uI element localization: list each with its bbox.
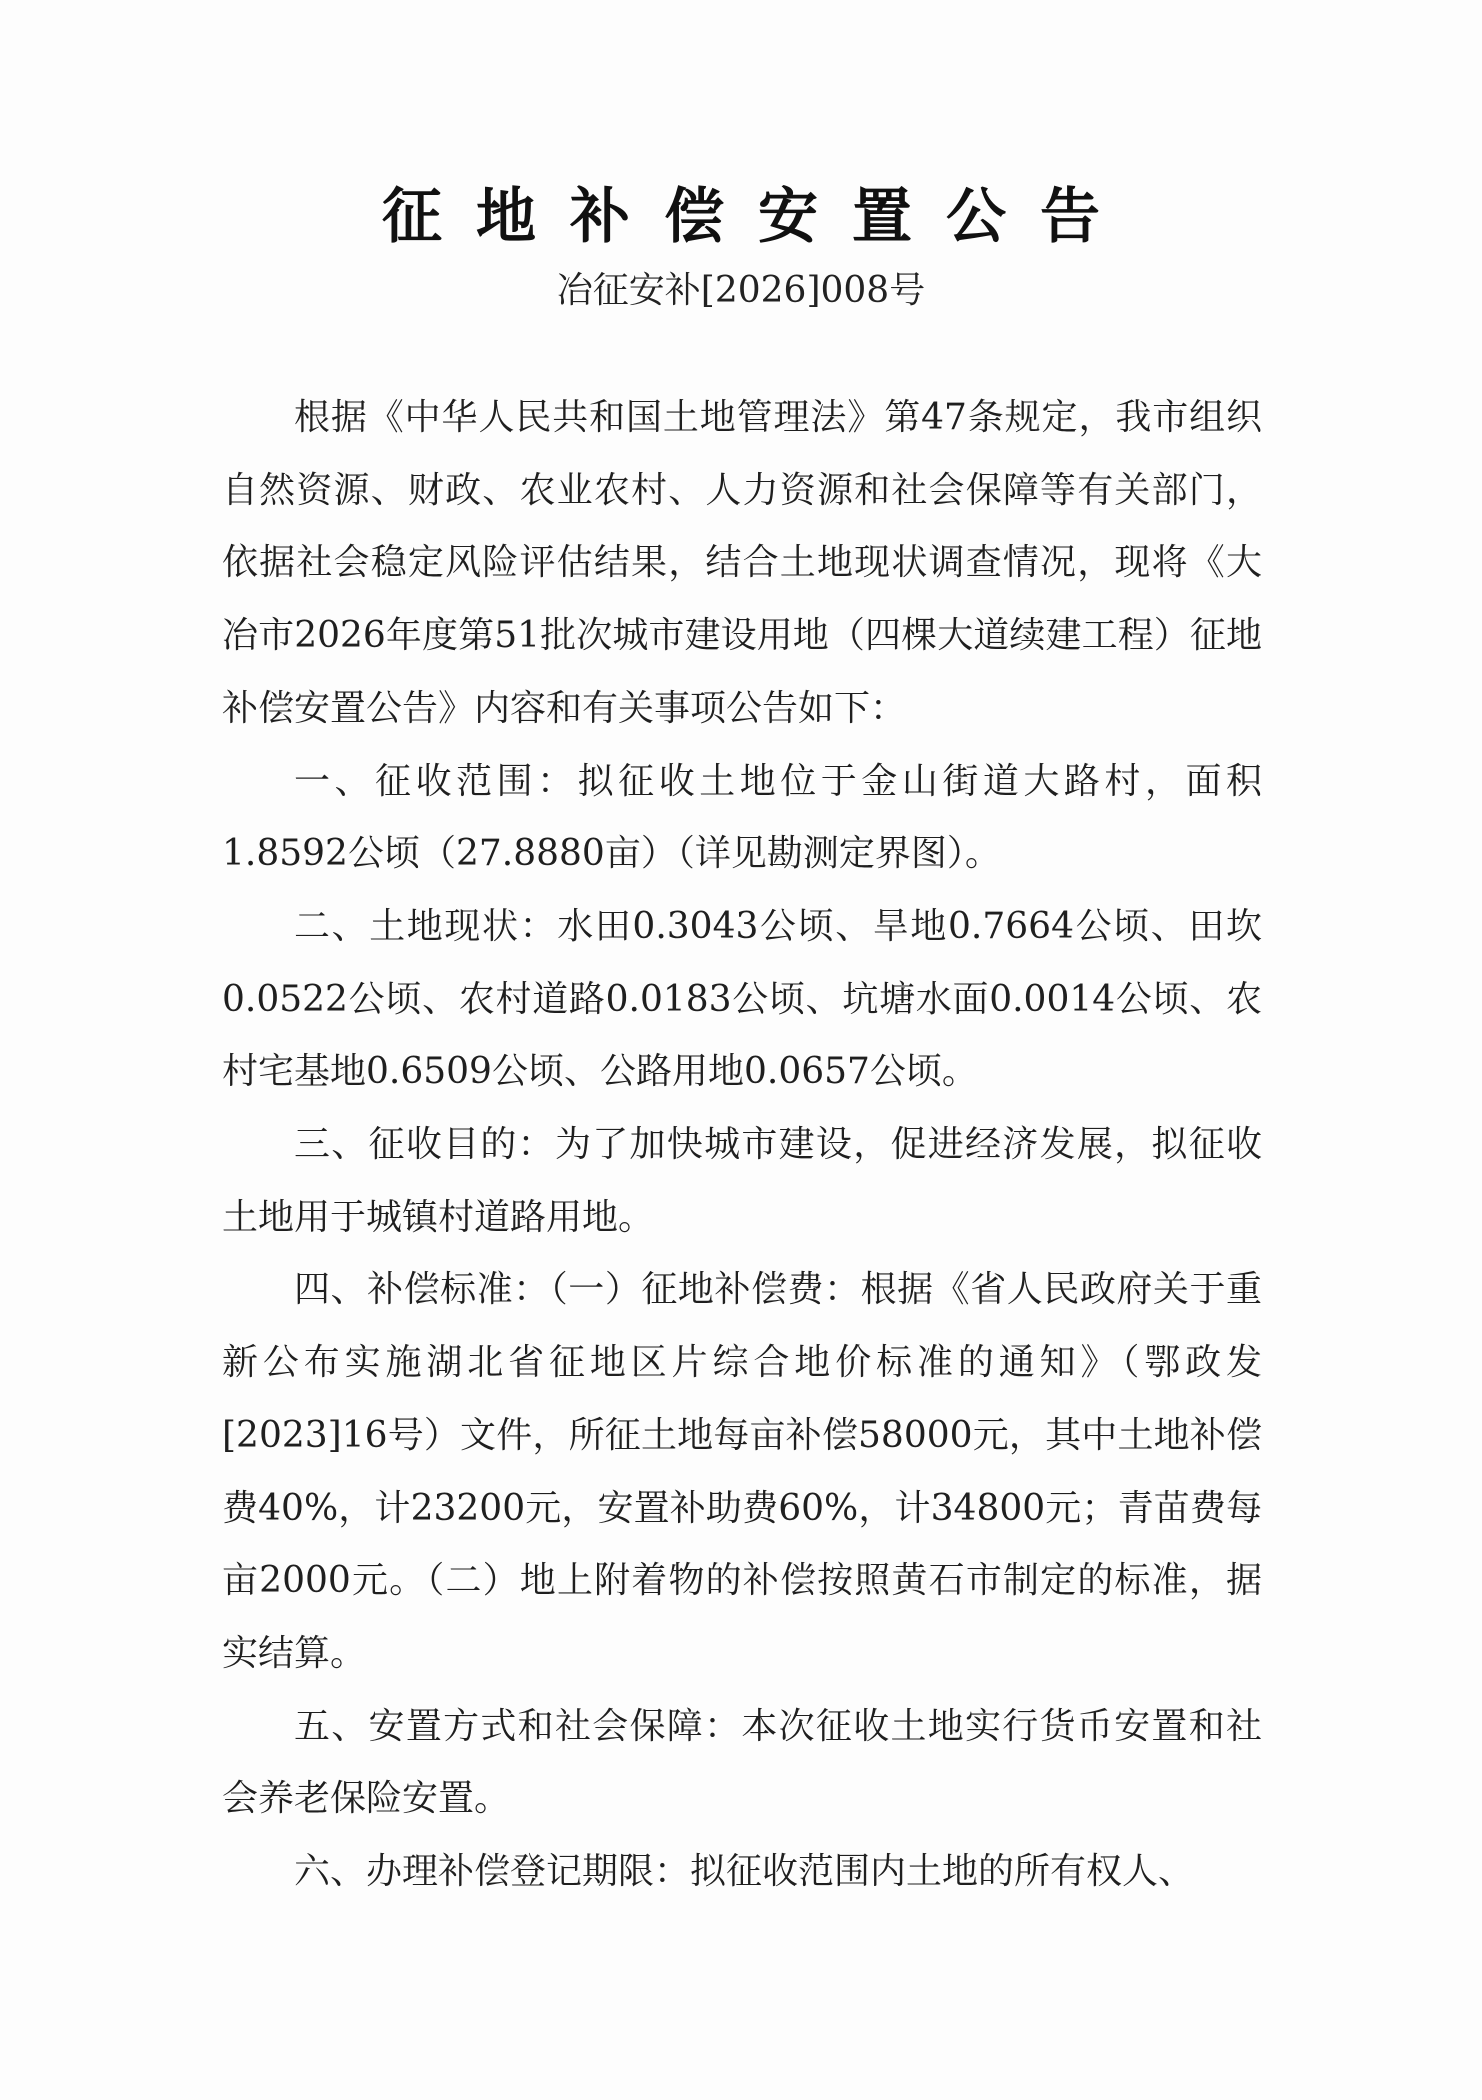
paragraph-purpose: 三、征收目的：为了加快城市建设，促进经济发展，拟征收土地用于城镇村道路用地。 [222,1124,1262,1238]
paragraph-scope: 一、征收范围：拟征收土地位于金山街道大路村，面积1.8592公顷（27.8880亩）（详见勘测定界图）。 [222,760,1262,875]
paragraph-intro: 根据《中华人民共和国土地管理法》第47条规定，我市组织自然资源、财政、农业农村、人力资源和社会保障等有关部门，依据社会稳定风险评估结果，结合土地现状调查情况，现将《大冶市2026年度第51批次城市建设用地（四棵大道续建工程）征地补偿安置公告》内容和有关事项公告如下： [222,397,1262,729]
paragraph-registration: 六、办理补偿登记期限：拟征收范围内土地的所有权人、 [294,1851,1195,1893]
paragraph-compensation: 四、补偿标准：（一）征地补偿费：根据《省人民政府关于重新公布实施湖北省征地区片综合地价标准的通知》（鄂政发[2023]16号）文件，所征土地每亩补偿58000元，其中土地补偿费40%，计23200元，安置补助费60%，计34800元；青苗费每亩2000元。（二）地上附着物的补偿按照黄石市制定的标准，据实结算。 [222,1269,1262,1674]
document-title: 征地补偿安置公告 [382,182,1134,252]
paragraph-land-status: 二、土地现状：水田0.3043公顷、旱地0.7664公顷、田坎0.0522公顷、农村道路0.0183公顷、坑塘水面0.0014公顷、农村宅基地0.6509公顷、公路用地0.0657公顷。 [222,905,1262,1093]
paragraph-resettlement: 五、安置方式和社会保障：本次征收土地实行货币安置和社会养老保险安置。 [222,1705,1262,1820]
document-number: 冶征安补[2026]008号 [556,270,926,311]
document-body [222,382,1262,1909]
